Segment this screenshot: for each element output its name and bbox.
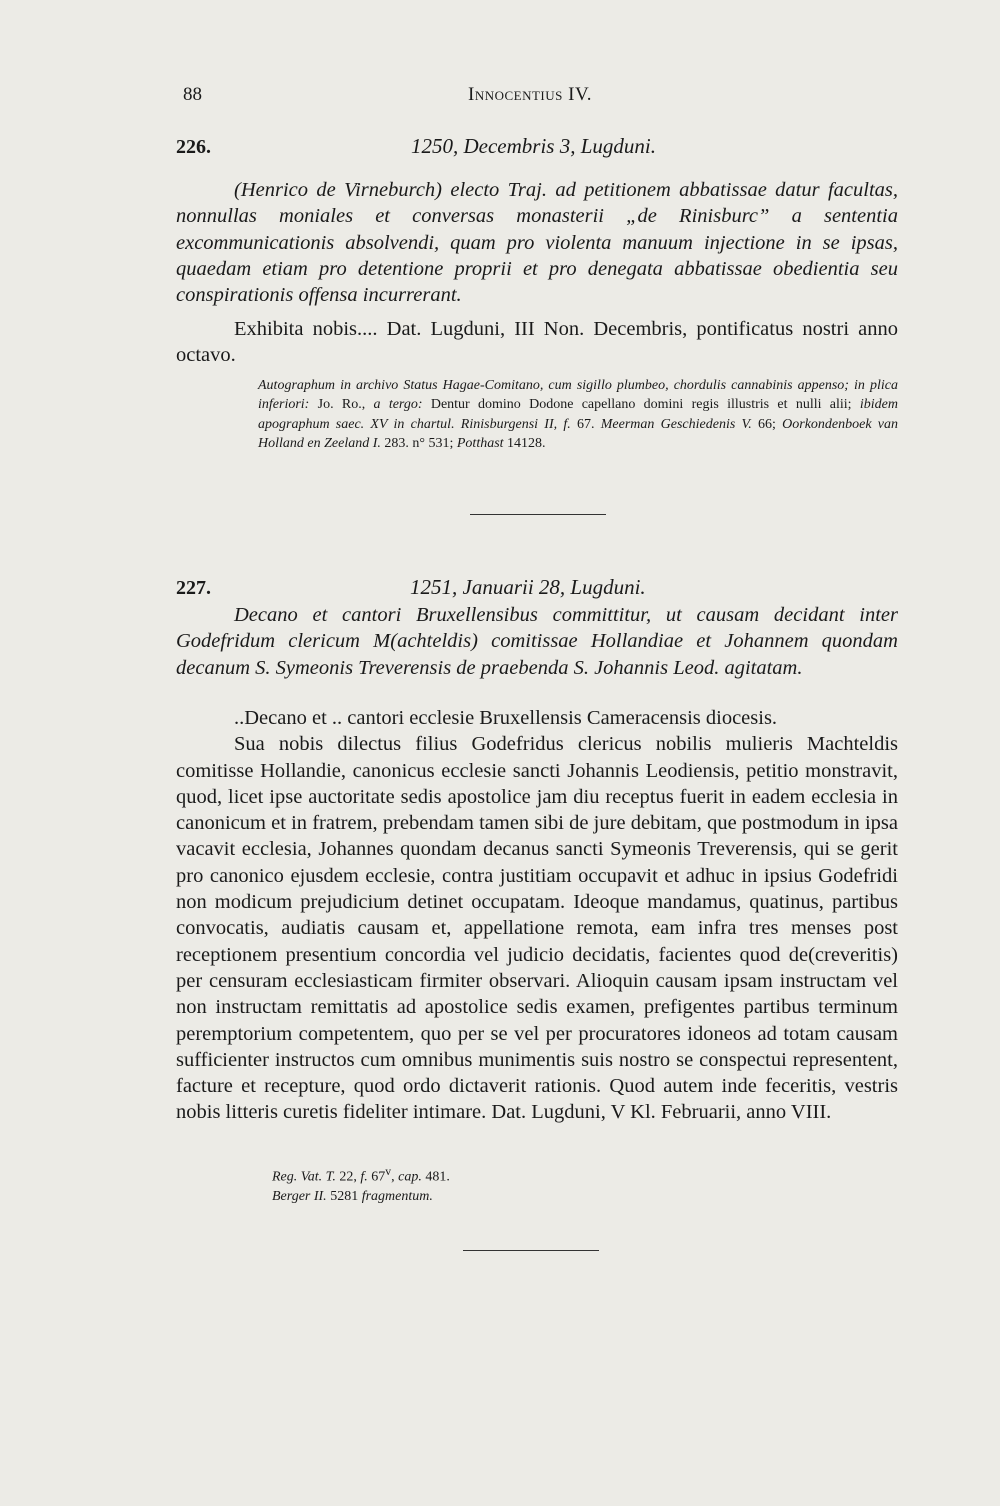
note-text: , [391,1169,399,1185]
document-notes [272,1162,872,1206]
note-text: ibidem apographum saec. XV in chartul. Rinisburgensi II, f. [258,397,898,432]
note-paragraph [258,376,898,453]
document-body [176,316,898,369]
running-title: Innocentius IV. [468,84,592,105]
document-summary: Decano et cantori Bruxellensibus committitur, ut causam decidant inter Godefridum clericum M(achteldis) comitissae Hollandiae et Johannem quondam decanum S. Symeonis Treverensis de praebenda S. Johannis Leod. agitatam. [176,604,898,679]
note-text: 66; [751,416,783,432]
document-notes [258,376,898,453]
note-text: v [385,1165,392,1178]
note-text: Meerman Geschiedenis V. [600,416,752,432]
note-text: Autographum in archivo Status Hagae-Comitano, cum sigillo plumbeo, chordulis cannabinis appenso; in plica inferiori: [258,378,898,413]
body-paragraph: ..Decano et .. cantori ecclesie Bruxellensis Cameracensis diocesis. [234,707,778,729]
section-divider [470,514,606,515]
page-number: 88 [183,84,202,105]
document-summary: (Henrico de Virneburch) electo Traj. ad petitionem abbatissae datur facultas, nonnullas moniales et conversas monasterii „de Rinisburc” a sententia excommunicationis absolvendi, quam pro violenta manuum injectione in se ipsas, quaedam etiam pro detentione proprii et pro denegata abbatissae obedientia seu conspirationis offensa incurrerant. [176,179,898,307]
note-text: 481. [421,1169,450,1185]
note-text: 14128. [503,435,546,451]
body-paragraph: Exhibita nobis.... Dat. Lugduni, III Non. Decembris, pontificatus nostri anno octavo. [176,318,898,367]
note-text: 283. n° 531; [380,435,457,451]
body-paragraph: Sua nobis dilectus filius Godefridus clericus nobilis mulieris Machteldis comitisse Hollandie, canonicus ecclesie sancti Johannis Leodiensis, petitio monstravit, quod, licet ipse auctoritate sedis apostolice jam diu receptus fuerit in eadem ecclesia in canonicum et in fratrem, prebendam tamen sibi de jure debitam, que postmodum in ipsa vacavit ecclesia, Johannes quondam decanus sancti Symeonis Treverensis, qui se gerit pro canonico ejusdem ecclesie, contra justitiam occupavit et adhuc in ipsius Godefridi non modicum prejudicium detinet occupatam. Ideoque mandamus, quatinus, partibus convocatis, audiatis causam et, appellatione remota, eam infra tres menses post receptionem presentium concordia vel judicio decidatis, facientes quod de(creveritis) per censuram ecclesiasticam firmiter observari. Alioquin causam ipsam instructam vel non instructam remittatis ad apostolice sedis examen, prefigentes partibus terminum peremptorium competentem, quo per se vel per procuratores idoneos ad totam causam sufficienter instructos cum omnibus munimentis suis nostro se conspectui representent, facture et recepture, quod ordo dictaverit rationis. Quod autem inde feceritis, vestris nobis litteris curetis fideliter intimare. Dat. Lugduni, V Kl. Februarii, anno VIII. [176,733,898,1124]
note-text: a tergo: [373,397,423,413]
document-date: 1250, Decembris 3, Lugduni. [411,134,656,158]
document-number: 227. [176,577,211,599]
section-divider [463,1250,599,1251]
note-text: Jo. Ro., [309,397,374,413]
note-text: Reg. Vat. T. [272,1169,336,1185]
document-date: 1251, Januarii 28, Lugduni. [410,575,646,599]
note-text: Potthast [456,435,504,451]
note-text: 22, [335,1169,361,1185]
note-text: Berger II. [272,1188,327,1204]
note-text: Dentur domino Dodone capellano domini regis illustris et nulli alii; [422,397,860,413]
note-text: f. [360,1169,368,1185]
note-paragraph [272,1162,872,1206]
document-body [176,705,898,1126]
page-header [183,84,900,114]
document-number: 226. [176,136,211,158]
note-text: fragmentum. [361,1188,433,1204]
note-text: Oorkondenboek van Holland en Zeeland I. [258,416,899,451]
note-text: 67 [367,1169,386,1185]
note-text: cap. [398,1169,422,1185]
note-text: 5281 [326,1188,362,1204]
note-text: 67. [570,416,601,432]
